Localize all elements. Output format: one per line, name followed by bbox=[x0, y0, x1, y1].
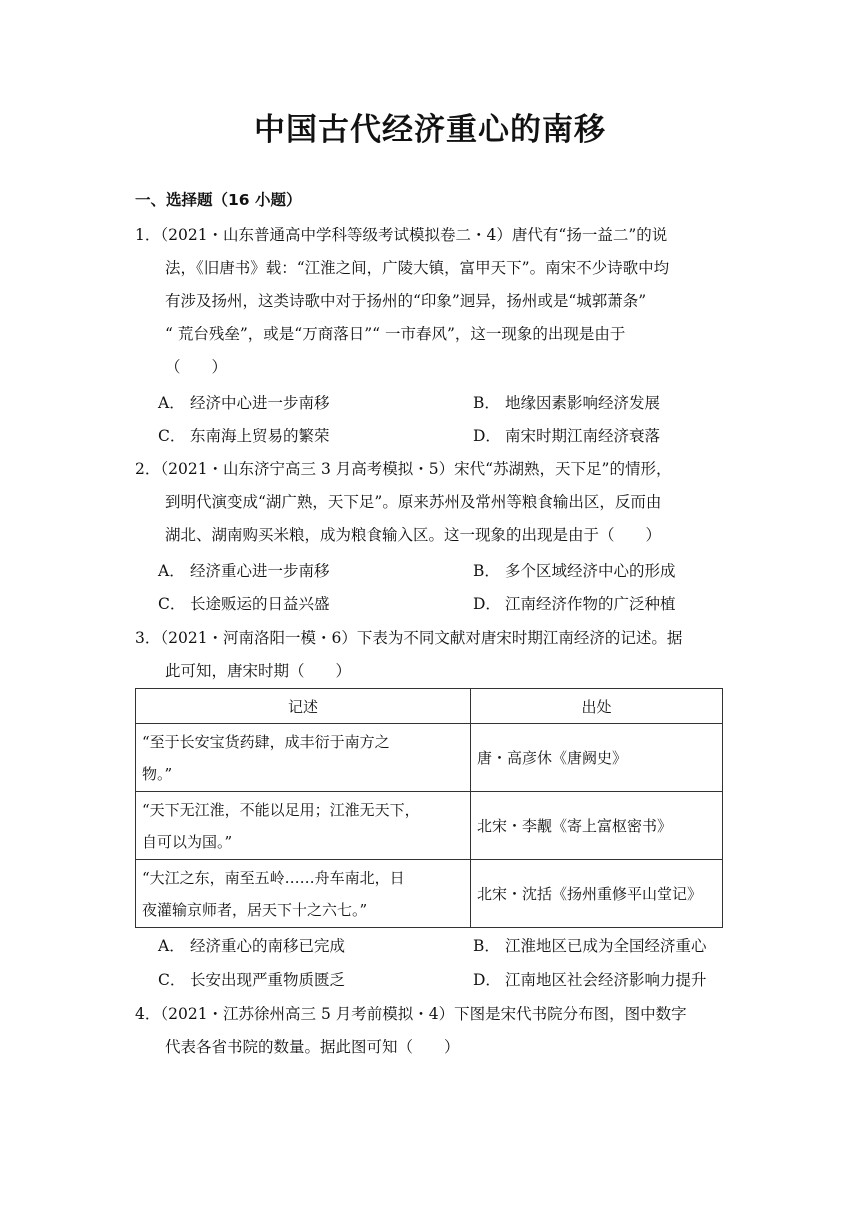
option-text: 经济中心进一步南移 bbox=[190, 394, 330, 412]
option-letter: D． bbox=[473, 971, 501, 989]
table-cell-line: “大江之东，南至五岭……舟车南北，日 bbox=[142, 868, 405, 887]
table-cell-source: 北宋・李觏《寄上富枢密书》 bbox=[471, 792, 723, 860]
option-letter: D． bbox=[473, 595, 501, 613]
option-text: 地缘因素影响经济发展 bbox=[505, 394, 661, 412]
option-text: 长安出现严重物质匮乏 bbox=[190, 971, 346, 989]
q1-option-c[interactable] bbox=[158, 420, 330, 453]
option-text: 经济重心的南移已完成 bbox=[190, 937, 346, 955]
question-3-line: 3．（2021・河南洛阳一模・6）下表为不同文献对唐宋时期江南经济的记述。据 bbox=[135, 629, 683, 647]
table-header-row bbox=[136, 689, 723, 724]
option-letter: A． bbox=[158, 937, 185, 955]
option-letter: C． bbox=[158, 971, 186, 989]
question-3-line: 此可知，唐宋时期（ ） bbox=[165, 662, 352, 680]
q1-option-d[interactable] bbox=[473, 420, 660, 453]
source-table bbox=[135, 688, 723, 928]
table-cell-line: “至于长安宝货药肆，成丰衍于南方之 bbox=[142, 732, 390, 751]
option-letter: B． bbox=[473, 562, 500, 580]
option-text: 东南海上贸易的繁荣 bbox=[190, 427, 330, 445]
question-1-line: 1．（2021・山东普通高中学科等级考试模拟卷二・4）唐代有“扬一益二”的说 bbox=[135, 226, 668, 244]
table-cell-text bbox=[136, 860, 471, 928]
option-text: 江南经济作物的广泛种植 bbox=[505, 595, 676, 613]
q1-option-b[interactable] bbox=[473, 387, 660, 420]
question-1-line: 有涉及扬州，这类诗歌中对于扬州的“印象”迥异，扬州或是“城郭萧条” bbox=[165, 292, 647, 310]
q2-option-c[interactable] bbox=[158, 588, 330, 621]
option-letter: B． bbox=[473, 394, 500, 412]
q1-option-a[interactable] bbox=[158, 387, 330, 420]
table-cell-line: 夜灌输京师者，居天下十之六七。” bbox=[142, 900, 368, 919]
table-row bbox=[136, 792, 723, 860]
table-row bbox=[136, 860, 723, 928]
option-text: 江淮地区已成为全国经济重心 bbox=[505, 937, 707, 955]
q2-option-a[interactable] bbox=[158, 555, 330, 588]
option-letter: D． bbox=[473, 427, 501, 445]
question-4 bbox=[135, 998, 735, 1064]
page-title: 中国古代经济重心的南移 bbox=[254, 112, 606, 148]
option-text: 江南地区社会经济影响力提升 bbox=[505, 971, 707, 989]
question-4-line: 代表各省书院的数量。据此图可知（ ） bbox=[165, 1038, 460, 1056]
section-heading: 一、选择题（16 小题） bbox=[135, 191, 302, 209]
table-cell-line: “天下无江淮，不能以足用；江淮无天下， bbox=[142, 800, 420, 819]
option-letter: A． bbox=[158, 562, 185, 580]
question-1-line: “ 荒台残垒”，或是“万商落日”“ 一市春风”，这一现象的出现是由于 bbox=[165, 325, 626, 343]
option-text: 长途贩运的日益兴盛 bbox=[190, 595, 330, 613]
table-cell-source: 北宋・沈括《扬州重修平山堂记》 bbox=[471, 860, 723, 928]
q2-option-b[interactable] bbox=[473, 555, 676, 588]
question-3 bbox=[135, 622, 735, 688]
option-text: 南宋时期江南经济衰落 bbox=[505, 427, 661, 445]
option-letter: A． bbox=[158, 394, 185, 412]
question-2 bbox=[135, 453, 735, 552]
q3-option-a[interactable] bbox=[158, 930, 345, 963]
option-letter: C． bbox=[158, 427, 186, 445]
question-1-line: 法，《旧唐书》载：“江淮之间，广陵大镇，富甲天下”。南宋不少诗歌中均 bbox=[165, 259, 670, 277]
option-letter: B． bbox=[473, 937, 500, 955]
option-letter: C． bbox=[158, 595, 186, 613]
table-cell-line: 物。” bbox=[142, 764, 173, 783]
question-2-line: 2．（2021・山东济宁高三 3 月高考模拟・5）宋代“苏湖熟，天下足”的情形， bbox=[135, 460, 672, 478]
q2-option-d[interactable] bbox=[473, 588, 676, 621]
q3-option-d[interactable] bbox=[473, 964, 707, 997]
question-1-line: （ ） bbox=[165, 358, 228, 376]
q3-option-b[interactable] bbox=[473, 930, 707, 963]
table-header-cell: 记述 bbox=[136, 689, 471, 724]
option-text: 经济重心进一步南移 bbox=[190, 562, 330, 580]
question-2-line: 湖北、湖南购买米粮，成为粮食输入区。这一现象的出现是由于（ ） bbox=[165, 526, 662, 544]
question-1 bbox=[135, 219, 735, 384]
question-2-line: 到明代演变成“湖广熟，天下足”。原来苏州及常州等粮食输出区，反而由 bbox=[165, 493, 662, 511]
table-cell-text bbox=[136, 792, 471, 860]
table-cell-line: 自可以为国。” bbox=[142, 832, 233, 851]
table-row bbox=[136, 724, 723, 792]
table-cell-text bbox=[136, 724, 471, 792]
question-4-line: 4．（2021・江苏徐州高三 5 月考前模拟・4）下图是宋代书院分布图，图中数字 bbox=[135, 1005, 687, 1023]
table-cell-source: 唐・高彦休《唐阙史》 bbox=[471, 724, 723, 792]
table-header-cell: 出处 bbox=[471, 689, 723, 724]
option-text: 多个区域经济中心的形成 bbox=[505, 562, 676, 580]
q3-option-c[interactable] bbox=[158, 964, 345, 997]
